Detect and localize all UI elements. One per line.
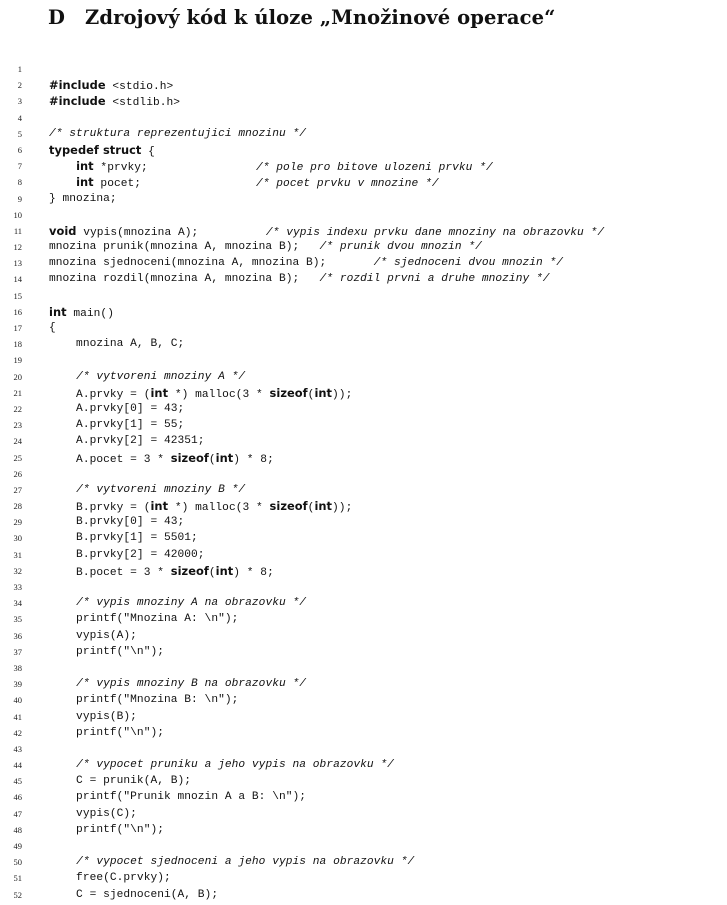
code-keyword: int (314, 385, 333, 400)
code-token: C = sjednoceni(A, B); (49, 888, 219, 901)
code-line (0, 450, 727, 466)
code-line (0, 77, 727, 93)
line-number: 27 (13, 484, 22, 495)
code-line (0, 530, 727, 546)
line-number: 30 (13, 533, 22, 544)
code-text (49, 628, 137, 644)
code-token: *) malloc(3 * (168, 388, 270, 401)
line-number: 21 (13, 387, 22, 398)
code-token: B.prvky[0] = 43; (49, 516, 185, 529)
code-token: ( (307, 502, 315, 515)
line-number: 35 (13, 614, 22, 625)
line-number: 24 (13, 436, 22, 447)
code-keyword: #include (49, 94, 106, 109)
code-token: *prvky; (93, 162, 256, 175)
code-token: printf("Prunik mnozin A a B: \n"); (49, 791, 307, 804)
code-token (49, 597, 76, 609)
code-comment: /* vypis mnoziny A na obrazovku */ (76, 597, 307, 610)
appendix-letter: D (48, 6, 66, 29)
code-line (0, 336, 727, 352)
line-number: 42 (13, 727, 22, 738)
line-number: 14 (13, 274, 22, 285)
line-number: 20 (13, 371, 22, 382)
line-number: 48 (13, 824, 22, 835)
code-token: { (49, 322, 56, 334)
line-number: 23 (13, 420, 22, 431)
code-token: ( (208, 566, 216, 579)
code-keyword: int (150, 499, 169, 514)
code-text (49, 239, 482, 255)
code-line (0, 158, 727, 174)
line-number: 13 (13, 258, 22, 269)
line-number: 5 (17, 128, 22, 139)
code-text (49, 854, 414, 870)
code-line (0, 320, 727, 336)
code-comment: /* struktura reprezentujici mnozinu */ (49, 127, 307, 140)
code-line (0, 692, 727, 708)
code-text (49, 725, 164, 741)
line-number: 38 (13, 662, 22, 673)
code-line (0, 385, 727, 401)
line-number: 4 (17, 112, 22, 123)
line-number: 41 (13, 711, 22, 722)
code-token: { (141, 145, 155, 158)
code-token: ) * 8; (233, 566, 274, 579)
code-line (0, 174, 727, 190)
line-number: 19 (13, 355, 22, 366)
line-number: 16 (13, 306, 22, 317)
code-text (49, 644, 164, 660)
line-number: 52 (13, 889, 22, 900)
code-line (0, 417, 727, 433)
code-comment: /* vypis mnoziny B na obrazovku */ (76, 678, 307, 691)
code-text (49, 417, 184, 433)
code-line (0, 482, 727, 498)
line-number: 2 (17, 80, 22, 91)
code-keyword: sizeof (269, 499, 308, 514)
line-number: 9 (17, 193, 22, 204)
code-line (0, 806, 727, 822)
code-line (0, 611, 727, 627)
code-line (0, 93, 727, 109)
code-text (49, 255, 563, 271)
code-token (49, 856, 76, 868)
code-line (0, 191, 727, 207)
code-token (49, 484, 76, 496)
code-token: } mnozina; (49, 192, 117, 205)
code-token: mnozina rozdil(mnozina A, mnozina B); (49, 273, 320, 286)
code-token: A.prvky = ( (49, 388, 151, 401)
code-line (0, 644, 727, 660)
code-line (0, 773, 727, 789)
code-token: free(C.prvky); (49, 872, 171, 885)
code-token: C = prunik(A, B); (49, 775, 192, 788)
code-text (49, 709, 137, 725)
code-comment: /* sjednoceni dvou mnozin */ (373, 257, 564, 270)
line-number: 8 (17, 177, 22, 188)
code-line (0, 304, 727, 320)
code-keyword: int (215, 563, 234, 578)
code-comment: /* vytvoreni mnoziny A */ (76, 370, 246, 383)
code-line (0, 401, 727, 417)
code-text (49, 806, 137, 822)
code-token: )); (332, 388, 353, 401)
code-token: main() (66, 307, 114, 320)
code-line (0, 595, 727, 611)
code-keyword: int (215, 450, 234, 465)
code-keyword: sizeof (269, 385, 308, 400)
code-line (0, 579, 727, 595)
line-number: 45 (13, 776, 22, 787)
code-text (49, 126, 306, 142)
line-number: 17 (13, 323, 22, 333)
line-number: 18 (13, 339, 22, 350)
line-number: 26 (13, 468, 22, 479)
code-token: printf("Mnozina A: \n"); (49, 613, 239, 626)
code-keyword: #include (49, 78, 106, 93)
code-line (0, 709, 727, 725)
code-token: <stdlib.h> (105, 97, 181, 110)
code-text (49, 773, 191, 789)
appendix-title: Zdrojový kód k úloze „Množinové operace“ (85, 6, 556, 29)
code-text (49, 789, 306, 805)
code-line (0, 660, 727, 676)
code-text (49, 336, 184, 352)
code-text (49, 757, 394, 773)
code-token: mnozina A, B, C; (49, 338, 185, 351)
line-number: 15 (13, 290, 22, 301)
code-comment: /* pocet prvku v mnozine */ (256, 178, 439, 191)
code-line (0, 514, 727, 530)
code-text (49, 595, 306, 611)
code-line (0, 547, 727, 563)
code-comment: /* pole pro bitove ulozeni prvku */ (256, 162, 493, 175)
code-text (49, 887, 218, 903)
code-keyword: int (314, 499, 333, 514)
code-token: vypis(mnozina A); (76, 226, 266, 239)
code-text (49, 482, 245, 498)
line-number: 49 (13, 841, 22, 851)
code-token: )); (332, 502, 353, 515)
code-text (49, 369, 245, 385)
code-text (49, 271, 550, 287)
line-number: 33 (13, 582, 22, 592)
code-keyword: void (49, 223, 77, 238)
code-comment: /* vypocet sjednoceni a jeho vypis na obrazovku */ (76, 856, 415, 869)
code-token (49, 759, 76, 771)
code-token: mnozina sjednoceni(mnozina A, mnozina B); (49, 257, 374, 270)
code-text (49, 676, 306, 692)
code-line (0, 255, 727, 271)
code-line (0, 676, 727, 692)
line-number: 29 (13, 517, 22, 528)
code-token: printf("\n"); (49, 823, 164, 836)
code-line (0, 628, 727, 644)
line-number: 10 (13, 209, 22, 220)
code-keyword: int (49, 304, 67, 319)
code-token: vypis(A); (49, 629, 137, 642)
code-text (49, 514, 184, 530)
code-line (0, 223, 727, 239)
line-number: 28 (13, 501, 22, 512)
code-text (49, 547, 205, 563)
code-keyword: int (150, 385, 169, 400)
code-token: *) malloc(3 * (168, 502, 270, 515)
code-token: mnozina prunik(mnozina A, mnozina B); (49, 241, 320, 254)
code-comment: /* prunik dvou mnozin */ (319, 241, 482, 254)
code-line (0, 887, 727, 903)
line-number: 40 (13, 695, 22, 706)
code-line (0, 725, 727, 741)
code-token: vypis(B); (49, 710, 137, 723)
code-keyword: sizeof (170, 563, 209, 578)
code-token: B.prvky[1] = 5501; (49, 532, 198, 545)
code-comment: /* vypocet pruniku a jeho vypis na obrazovku */ (76, 759, 394, 772)
code-token: B.pocet = 3 * (49, 566, 171, 579)
code-token (49, 162, 76, 174)
code-line (0, 838, 727, 854)
code-keyword: sizeof (170, 450, 209, 465)
code-token: A.prvky[2] = 42351; (49, 435, 205, 448)
line-number: 7 (17, 161, 22, 172)
code-token: ( (208, 453, 216, 466)
code-token: printf("\n"); (49, 726, 164, 739)
appendix-heading (48, 6, 555, 36)
code-line (0, 741, 727, 757)
code-token: printf("Mnozina B: \n"); (49, 694, 239, 707)
code-line (0, 142, 727, 158)
code-line (0, 757, 727, 773)
code-token (49, 178, 76, 190)
code-comment: /* rozdil prvni a druhe mnoziny */ (319, 273, 550, 286)
line-number: 25 (13, 452, 22, 463)
code-line (0, 433, 727, 449)
line-number: 11 (13, 225, 22, 236)
line-number: 50 (13, 857, 22, 868)
code-line (0, 110, 727, 126)
code-token: A.prvky[0] = 43; (49, 402, 185, 415)
code-text (49, 530, 198, 546)
line-number: 47 (13, 808, 22, 819)
code-token: pocet; (93, 178, 256, 191)
code-line (0, 207, 727, 223)
line-number: 1 (17, 64, 22, 74)
line-number: 34 (13, 598, 22, 609)
line-number: 37 (13, 646, 22, 657)
code-line (0, 271, 727, 287)
code-text (49, 870, 171, 886)
code-keyword: int (76, 159, 94, 174)
code-line (0, 239, 727, 255)
code-line (0, 126, 727, 142)
line-number: 12 (13, 242, 22, 253)
code-listing (0, 61, 727, 903)
code-text (49, 401, 184, 417)
code-text (49, 320, 56, 336)
line-number: 32 (13, 565, 22, 576)
code-line (0, 288, 727, 304)
code-comment: /* vypis indexu prvku dane mnoziny na obrazovku */ (265, 226, 605, 239)
code-text (49, 191, 117, 207)
code-token (49, 678, 76, 690)
code-line (0, 854, 727, 870)
code-token: B.prvky = ( (49, 502, 151, 515)
code-line (0, 789, 727, 805)
code-text (49, 692, 238, 708)
code-token: A.pocet = 3 * (49, 453, 171, 466)
code-token: A.prvky[1] = 55; (49, 419, 185, 432)
line-number: 31 (13, 549, 22, 560)
line-number: 46 (13, 792, 22, 803)
line-number: 44 (13, 760, 22, 771)
code-line (0, 563, 727, 579)
line-number: 36 (13, 630, 22, 641)
code-line (0, 61, 727, 77)
line-number: 51 (13, 873, 22, 884)
code-text (49, 611, 238, 627)
code-token (49, 371, 76, 383)
code-line (0, 466, 727, 482)
line-number: 6 (17, 144, 22, 155)
code-token: ( (307, 388, 315, 401)
line-number: 39 (13, 679, 22, 690)
line-number: 43 (13, 743, 22, 754)
code-keyword: typedef struct (49, 142, 142, 157)
code-text (49, 822, 164, 838)
line-number: 22 (13, 403, 22, 414)
code-line (0, 352, 727, 368)
code-token: vypis(C); (49, 807, 137, 820)
code-keyword: int (76, 175, 94, 190)
code-comment: /* vytvoreni mnoziny B */ (76, 483, 246, 496)
code-token: ) * 8; (233, 453, 274, 466)
line-number: 3 (17, 96, 22, 107)
code-line (0, 498, 727, 514)
code-line (0, 822, 727, 838)
code-token: printf("\n"); (49, 645, 164, 658)
code-token: B.prvky[2] = 42000; (49, 548, 205, 561)
code-line (0, 369, 727, 385)
code-token: <stdio.h> (105, 81, 174, 94)
code-text (49, 433, 205, 449)
code-line (0, 870, 727, 886)
